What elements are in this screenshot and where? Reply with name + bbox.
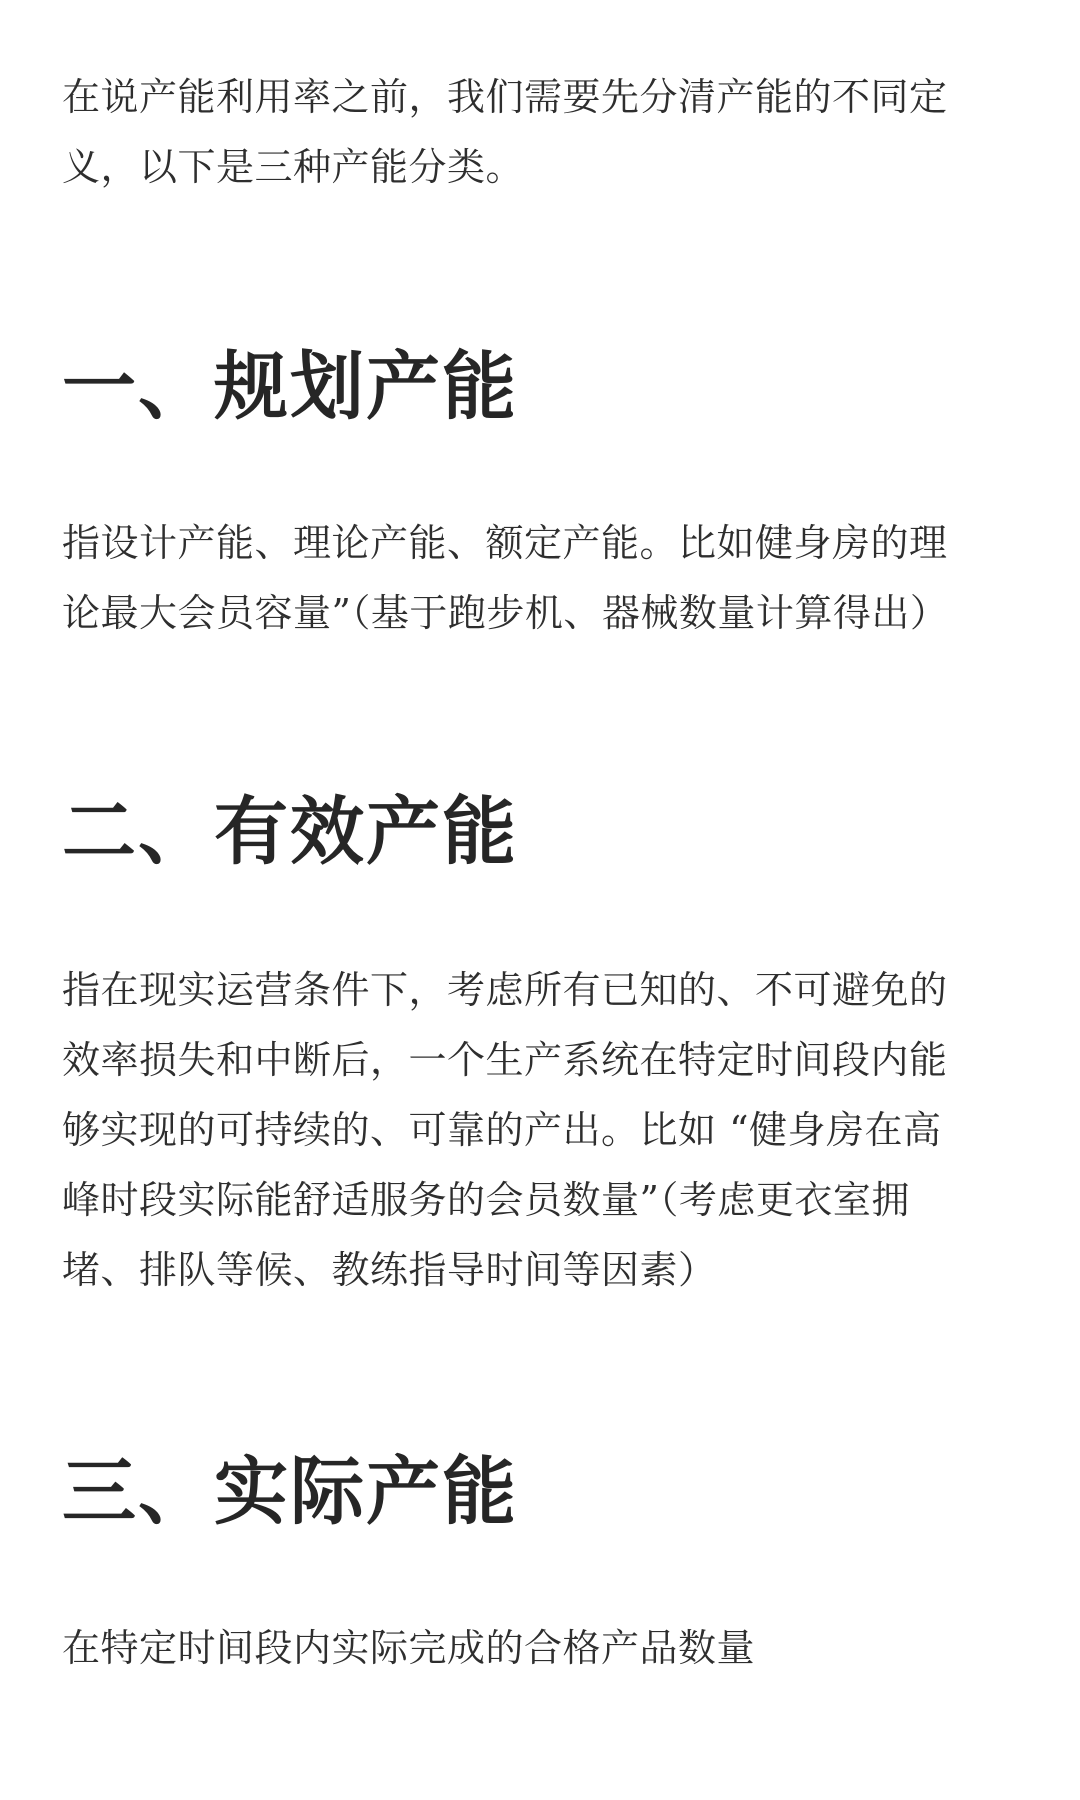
- text-line: 效率损失和中断后，一个生产系统在特定时间段内能: [62, 1038, 948, 1082]
- text-line: 够实现的可持续的、可靠的产出。比如 “健身房在高: [62, 1108, 942, 1152]
- text-line: 义，以下是三种产能分类。: [62, 145, 525, 189]
- text-line: 峰时段实际能舒适服务的会员数量”（考虑更衣室拥: [62, 1178, 910, 1222]
- text-line: 在说产能利用率之前，我们需要先分清产能的不同定: [62, 75, 948, 119]
- section-heading-actual-capacity: 三、实际产能: [62, 1449, 518, 1535]
- intro-paragraph: [62, 62, 1022, 202]
- section-paragraph-planned-capacity: [62, 508, 1022, 648]
- section-heading-planned-capacity: 一、规划产能: [62, 344, 518, 430]
- section-paragraph-actual-capacity: [62, 1613, 1022, 1683]
- text-line: 指在现实运营条件下，考虑所有已知的、不可避免的: [62, 968, 948, 1012]
- section-paragraph-effective-capacity: [62, 955, 1022, 1305]
- text-line: 在特定时间段内实际完成的合格产品数量: [62, 1626, 756, 1670]
- text-line: 论最大会员容量”（基于跑步机、器械数量计算得出）: [62, 591, 949, 635]
- text-line: 堵、排队等候、教练指导时间等因素）: [62, 1248, 717, 1292]
- section-heading-effective-capacity: 二、有效产能: [62, 789, 518, 875]
- text-line: 指设计产能、理论产能、额定产能。比如健身房的理: [62, 521, 948, 565]
